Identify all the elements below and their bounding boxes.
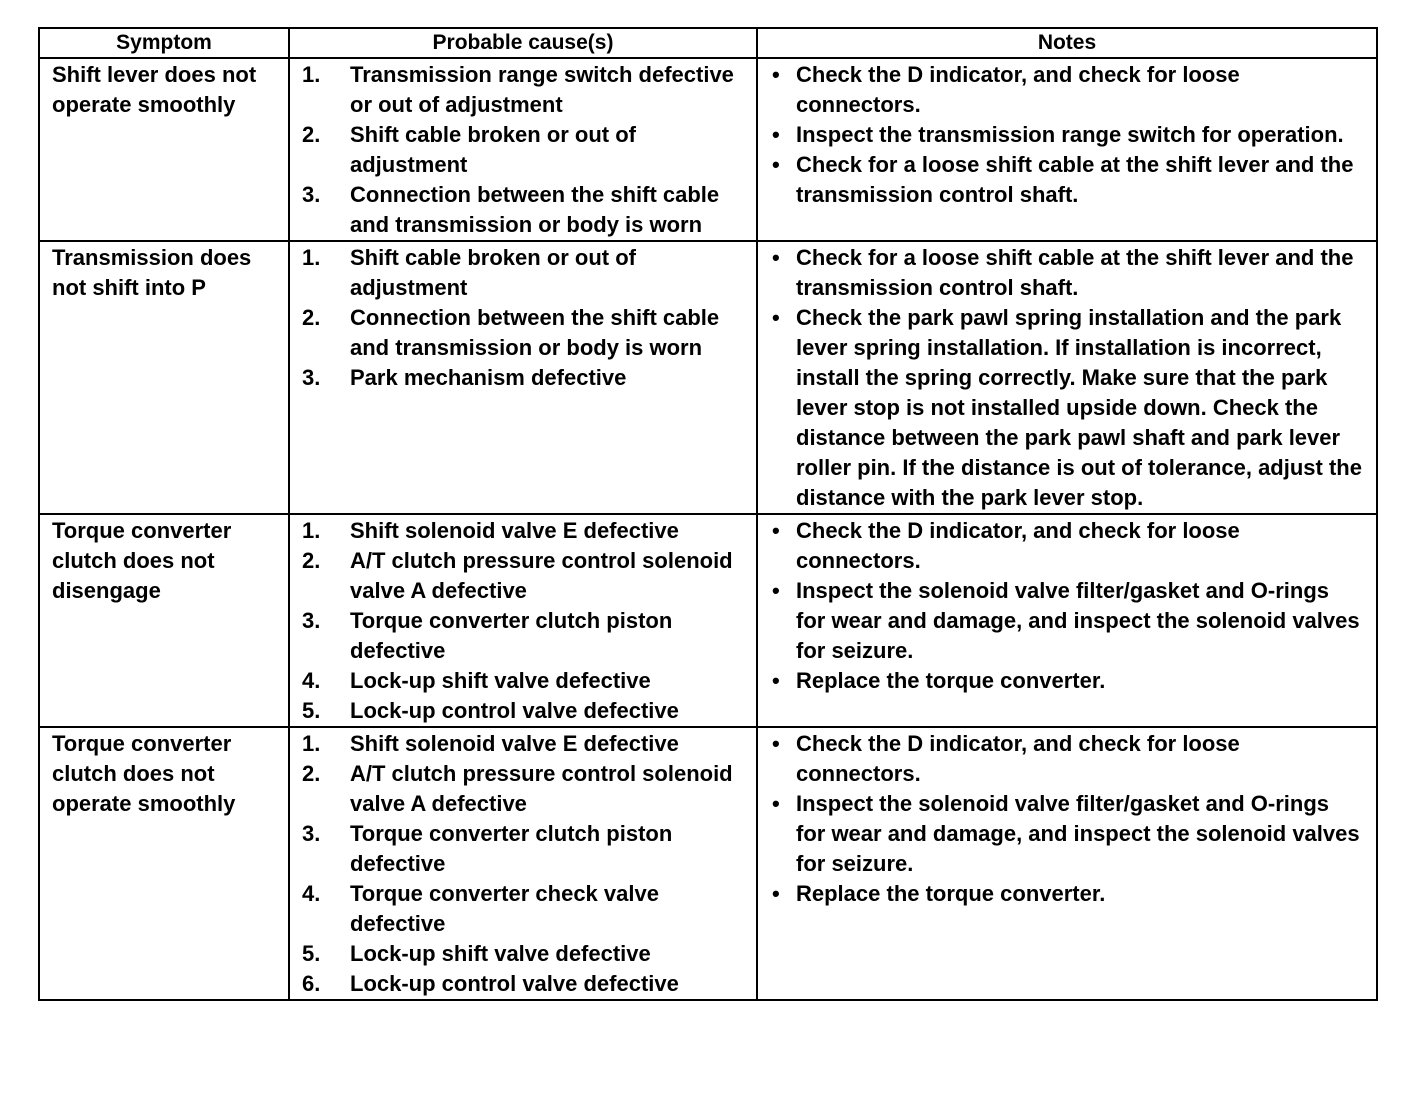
cause-number: 1. [302,245,321,270]
cause-number: 4. [302,881,321,906]
symptom-cell [39,241,289,514]
symptom-text: Shift lever does not operate smoothly [52,62,257,117]
cause-item [302,120,748,180]
bullet-icon: • [772,245,780,270]
cause-number: 5. [302,698,321,723]
cause-text: A/T clutch pressure control solenoid valve A defective [350,761,733,816]
cause-number: 5. [302,941,321,966]
symptom-text: Torque converter clutch does not disengage [52,518,232,603]
cause-text: Shift cable broken or out of adjustment [350,122,637,177]
note-text: Inspect the transmission range switch for operation. [796,122,1344,147]
symptom-text: Torque converter clutch does not operate smoothly [52,731,236,816]
bullet-icon: • [772,152,780,177]
cause-item [302,546,748,606]
cause-text: Connection between the shift cable and transmission or body is worn [350,182,720,237]
notes-cell [757,58,1377,241]
note-text: Check the D indicator, and check for loose connectors. [796,518,1240,573]
cause-text: A/T clutch pressure control solenoid valve A defective [350,548,733,603]
troubleshooting-document [38,27,1376,1001]
probable-causes-cell [289,514,757,727]
probable-causes-cell [289,727,757,1000]
cause-item [302,363,748,393]
note-item [772,243,1364,303]
table-row [39,727,1377,1000]
cause-text: Park mechanism defective [350,365,627,390]
cause-number: 3. [302,608,321,633]
cause-number: 2. [302,548,321,573]
cause-text: Shift solenoid valve E defective [350,518,679,543]
probable-causes-cell [289,58,757,241]
cause-item [302,819,748,879]
cause-text: Connection between the shift cable and transmission or body is worn [350,305,720,360]
note-text: Replace the torque converter. [796,881,1106,906]
cause-text: Lock-up control valve defective [350,698,679,723]
cause-item [302,180,748,240]
cause-item [302,969,748,999]
note-text: Check for a loose shift cable at the shift lever and the transmission control shaft. [796,245,1354,300]
cause-list [290,728,756,999]
bullet-icon: • [772,731,780,756]
cause-text: Torque converter clutch piston defective [350,821,673,876]
note-item [772,666,1364,696]
note-text: Replace the torque converter. [796,668,1106,693]
troubleshooting-table [38,27,1378,1001]
cause-number: 6. [302,971,321,996]
table-row [39,514,1377,727]
bullet-icon: • [772,668,780,693]
cause-text: Transmission range switch defective or out of adjustment [350,62,734,117]
note-item [772,789,1364,879]
header-probable-causes: Probable cause(s) [289,28,757,58]
note-text: Check the park pawl spring installation and the park lever spring installation. If installation is incorrect, install the spring correctly. Make sure that the park lever stop is not installed upside down. Check the distance between the park pawl shaft and park lever roller pin. If the distance is out of tolerance, adjust the distance with the park lever stop. [796,305,1362,510]
cause-item [302,243,748,303]
cause-item [302,759,748,819]
note-text: Check the D indicator, and check for loose connectors. [796,62,1240,117]
note-text: Inspect the solenoid valve filter/gasket and O-rings for wear and damage, and inspect the solenoid valves for seizure. [796,578,1360,663]
notes-cell [757,514,1377,727]
notes-list [758,59,1376,210]
bullet-icon: • [772,578,780,603]
symptom-cell [39,58,289,241]
notes-list [758,728,1376,909]
header-row [39,28,1377,58]
cause-number: 4. [302,668,321,693]
cause-item [302,696,748,726]
note-item [772,120,1364,150]
cause-number: 1. [302,62,321,87]
note-item [772,303,1364,513]
cause-list [290,242,756,393]
bullet-icon: • [772,518,780,543]
cause-item [302,666,748,696]
cause-item [302,939,748,969]
note-item [772,60,1364,120]
note-text: Check the D indicator, and check for loose connectors. [796,731,1240,786]
notes-cell [757,241,1377,514]
note-text: Check for a loose shift cable at the shift lever and the transmission control shaft. [796,152,1354,207]
probable-causes-cell [289,241,757,514]
notes-list [758,242,1376,513]
cause-text: Shift solenoid valve E defective [350,731,679,756]
note-item [772,150,1364,210]
bullet-icon: • [772,305,780,330]
note-item [772,516,1364,576]
symptom-cell [39,514,289,727]
note-item [772,879,1364,909]
cause-item [302,60,748,120]
note-item [772,576,1364,666]
bullet-icon: • [772,62,780,87]
notes-cell [757,727,1377,1000]
cause-item [302,303,748,363]
cause-item [302,516,748,546]
cause-number: 2. [302,761,321,786]
symptom-text: Transmission does not shift into P [52,245,252,300]
cause-number: 2. [302,305,321,330]
header-symptom: Symptom [39,28,289,58]
cause-list [290,59,756,240]
cause-text: Lock-up shift valve defective [350,668,651,693]
cause-number: 1. [302,518,321,543]
table-row [39,241,1377,514]
table-body [39,58,1377,1000]
cause-number: 1. [302,731,321,756]
cause-item [302,729,748,759]
note-text: Inspect the solenoid valve filter/gasket and O-rings for wear and damage, and inspect the solenoid valves for seizure. [796,791,1360,876]
cause-number: 2. [302,122,321,147]
cause-text: Lock-up shift valve defective [350,941,651,966]
note-item [772,729,1364,789]
cause-item [302,879,748,939]
cause-number: 3. [302,182,321,207]
cause-text: Lock-up control valve defective [350,971,679,996]
cause-text: Shift cable broken or out of adjustment [350,245,637,300]
cause-item [302,606,748,666]
cause-text: Torque converter clutch piston defective [350,608,673,663]
bullet-icon: • [772,881,780,906]
notes-list [758,515,1376,696]
bullet-icon: • [772,122,780,147]
header-notes: Notes [757,28,1377,58]
cause-number: 3. [302,821,321,846]
table-row [39,58,1377,241]
symptom-cell [39,727,289,1000]
bullet-icon: • [772,791,780,816]
cause-text: Torque converter check valve defective [350,881,659,936]
cause-number: 3. [302,365,321,390]
cause-list [290,515,756,726]
